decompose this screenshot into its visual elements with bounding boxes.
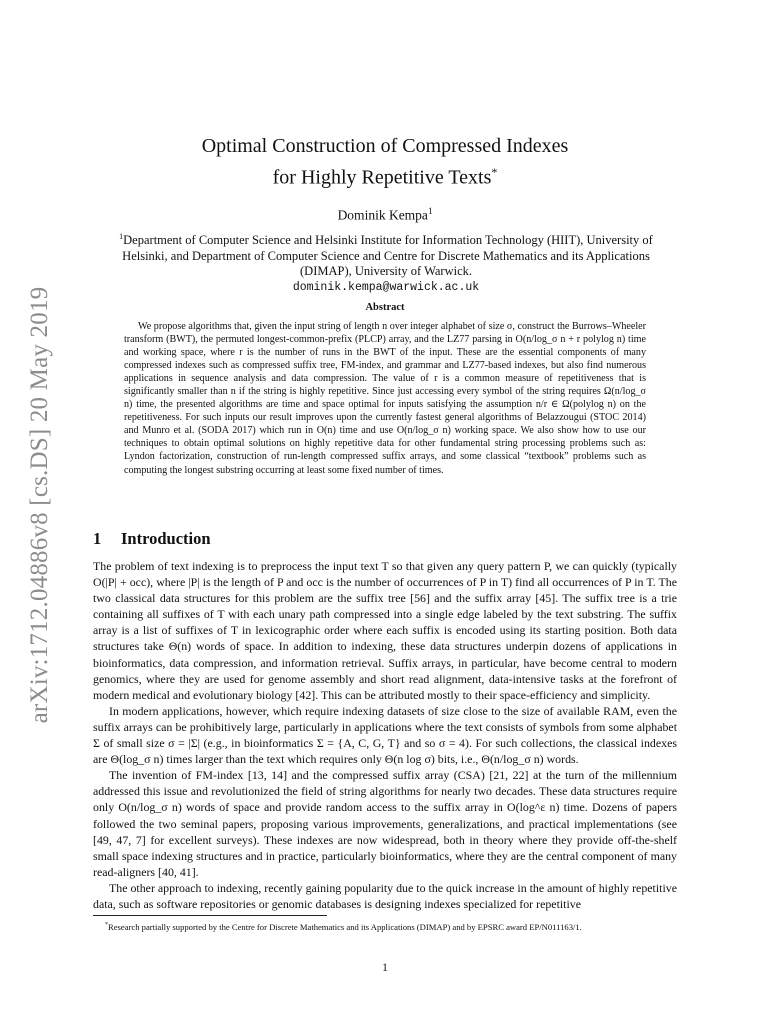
title-line-1: Optimal Construction of Compressed Indexes (201, 135, 569, 157)
abstract-heading: Abstract (365, 302, 405, 313)
affiliation-text: Department of Computer Science and Helsinki Institute for Information Technology (HIIT), University of Helsinki, and Department of Computer Science and Centre for Discrete Mathematics and its Applications (DIMAP), University of Warwick. (122, 233, 653, 279)
intro-paragraph: The invention of FM-index [13, 14] and the compressed suffix array (CSA) [21, 22] at the turn of the millennium addressed this issue and revolutionized the field of string algorithms for nearly two decades. These data structures require only O(n/log_σ n) words of space and provide random access to the suffix array in O(log^ε n) time. Dozens of papers followed the two seminal papers, proposing various improvements, generalizations, and practical implementations (see [49, 47, 7] for excellent surveys). These indexes are now widespread, both in theory where they provide off-the-shelf small space indexing structures and in practice, particularly bioinformatics, where they are the central component of many read-aligners [40, 41]. (93, 768, 677, 879)
intro-paragraph: In modern applications, however, which require indexing datasets of size close to the size of available RAM, even the suffix arrays can be prohibitively large, particularly in applications where the text consists of symbols from some alphabet Σ of small size σ = |Σ| (e.g., in bioinformatics Σ = {A, C, G, T} and so σ = 4). For such collections, the classical indexes are Θ(log_σ n) times larger than the text which requires only Θ(n log σ) bits, i.e., Θ(n/log_σ n) words. (93, 703, 677, 767)
abstract-body: We propose algorithms that, given the input string of length n over integer alphabet of size σ, construct the Burrows–Wheeler transform (BWT), the permuted longest-common-prefix (PLCP) array, and the LZ77 parsing in O(n/log_σ n + r polylog n) time and working space, where r is the number of runs in the BWT of the input. These are the essential components of many compressed indexes such as compressed suffix tree, FM-index, and grammar and LZ77-based indexes, but also find numerous applications in sequence analysis and data compression. The value of r is a common measure of repetitiveness that is significantly smaller than n if the string is highly repetitive. Since just accessing every symbol of the string requires Ω(n/log_σ n) time, the presented algorithms are time and space optimal for inputs satisfying the assumption n/r ∈ Ω(polylog n) on the repetitiveness. For such inputs our result improves upon the currently fastest general algorithms of Belazzougui (STOC 2014) and Munro et al. (SODA 2017) which run in O(n) time and use O(n/log_σ n) working space. We also show how to use our techniques to obtain optimal solutions on highly repetitive data for other fundamental string processing problems such as: Lyndon factorization, construction of run-length compressed suffix arrays, and some classical “textbook” problems such as computing the longest substring occurring at least some fixed number of times. (124, 321, 646, 476)
arxiv-identifier-stamp[interactable]: arXiv:1712.04886v8 [cs.DS] 20 May 2019 (26, 286, 53, 724)
footnote-divider (93, 915, 327, 916)
funding-footnote (93, 920, 677, 933)
footnote-text: Research partially supported by the Centre for Discrete Mathematics and its Applications (DIMAP) and by EPSRC award EP/N011163/1. (108, 921, 582, 932)
title-footnote-marker[interactable]: * (491, 165, 498, 179)
section-heading-introduction (93, 529, 211, 549)
section-number: 1 (93, 529, 102, 548)
section-title: Introduction (121, 529, 211, 548)
author-line (93, 203, 677, 224)
intro-paragraph: The problem of text indexing is to preprocess the input text T so that given any query pattern P, we can quickly (typically O(|P| + occ), where |P| is the length of P and occ is the number of occurrences of P in T) find all occurrences of P in T. The two classical data structures for this problem are the suffix tree [56] and the suffix array [45]. The suffix tree is a trie containing all suffixes of T with each unary path compressed into a single edge labeled by the text substring. The suffix array is a list of suffixes of T in lexicographic order where each suffix is encoded using its starting position. Both data structures take Θ(n) words of space. In addition to indexing, these data structures underpin dozens of applications in bioinformatics, data compression, and information retrieval. Suffix arrays, in particular, have become central to modern genomics, where they are used for genome assembly and short read alignment, data-intensive tasks at the forefront of modern medical and evolutionary biology [42]. This can be attributed mostly to their space-efficiency and simplicity. (93, 559, 677, 702)
introduction-body (93, 558, 677, 912)
affiliation-marker: 1 (119, 232, 124, 241)
author-name: Dominik Kempa (337, 207, 428, 223)
title-line-2: for Highly Repetitive Texts (272, 166, 492, 189)
author-affiliation-marker: 1 (427, 206, 433, 216)
affiliation-block (112, 229, 660, 295)
intro-paragraph: The other approach to indexing, recently gaining popularity due to the quick increase in the amount of highly repetitive data, such as software repositories or genomic databases is designing indexes specialized for repetitive (93, 880, 677, 911)
paper-title (93, 133, 677, 191)
footnote-marker: * (105, 922, 108, 928)
author-email-link[interactable]: dominik.kempa@warwick.ac.uk (292, 280, 480, 294)
page-number: 1 (382, 962, 388, 974)
